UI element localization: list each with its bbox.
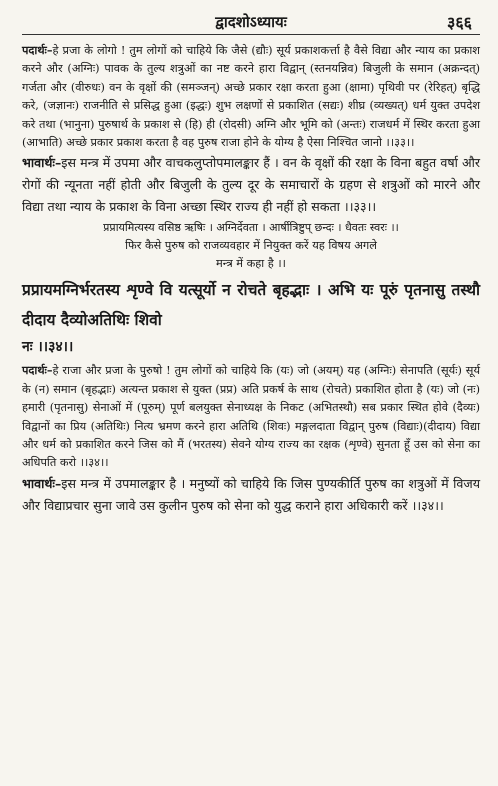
chapter-title: द्वादशोऽध्यायः <box>215 13 287 31</box>
bhavartha-text: इस मन्त्र में उपमा और वाचकलुप्तोपमालङ्कार हैं । वन के वृक्षों की रक्षा के विना बहुत वर्षा और रोगों की न्यूनता नहीं होती और बिजुली के तुल्य दूर के समाचारों के ग्रहण से शत्रुओं को मारने और विद्या तथा न्याय के प्रकाश के विना अच्छा स्थिर राज्य ही नहीं हो सकता ।।३३।। <box>22 155 480 215</box>
padartha-label: पदार्थः– <box>22 363 53 378</box>
mantra-intro-line-2: मन्त्र में कहा है ।। <box>216 257 286 271</box>
padartha-text: हे प्रजा के लोगो ! तुम लोगों को चाहिये कि जैसे (द्यौः) सूर्य प्रकाशकर्त्ता है वैसे विद्या और न्याय का प्रकाश करने और (अग्निः) पावक के तुल्य शत्रुओं का नष्ट करने हारा विद्वान् (स्तनयन्निव) बिजुली के समान (अक्रन्दत्) गर्जता और (वीरुधः) वन के वृक्षों की (समञ्जन्) अच्छे प्रकार रक्षा करता हुआ (क्षामा) पृथिवी पर (रेरिहत्) बृद्धि करे, (जज्ञानः) राजनीति से प्रसिद्ध हुआ (इद्धः) शुभ लक्षणों से प्रकाशित (सद्यः) शीघ्र (व्यख्यत्) धर्म युक्त उपदेश करे तथा (भानुना) पुरुषार्थ के प्रकाश से (हि) ही (रोदसी) अग्नि और भूमि को (अन्तः) राजधर्म में स्थिर करता हुआ (आभाति) अच्छे प्रकार प्रकाश करता है वह पुरुष राजा होने के योग्य है ऐसा निश्चित जानो ।।३३।। <box>22 44 480 150</box>
mantra-attribution: प्रप्रायमित्यस्य वसिष्ठ ऋषिः । अग्निर्देवता । आर्षीत्रिष्टुप् छन्दः । धैवतः स्वरः ।। <box>103 221 399 235</box>
mantra-intro-line-1: फिर कैसे पुरुष को राजव्यवहार में नियुक्त करें यह विषय अगले <box>125 239 377 253</box>
page-header <box>22 6 480 35</box>
padartha-paragraph-33 <box>22 41 480 152</box>
bhavartha-text: इस मन्त्र में उपमालङ्कार है । मनुष्यों को चाहिये कि जिस पुण्यकीर्ति पुरुष का शत्रुओं में विजय और विद्याप्रचार सुना जावे उस कुलीन पुरुष को सेना को युद्ध कराने हारा अधिकारी करें ।।३४।। <box>22 475 480 513</box>
bhavartha-label: भावार्थः– <box>22 155 62 171</box>
padartha-text: हे राजा और प्रजा के पुरुषो ! तुम लोगों को चाहिये कि (यः) जो (अयम्) यह (अग्निः) सेनापति (सूर्यः) सूर्य के (न) समान (बृहद्भाः) अत्यन्त प्रकाश से युक्त (प्रप्र) अति प्रकर्ष के साथ (रोचते) प्रकाशित होता है (यः) जो (नः) हमारी (पृतनासु) सेनाओं में (पूरुम्) पूर्ण बलयुक्त सेनाध्यक्ष के निकट (अभितस्थौ) सब प्रकार स्थित होवे (दैव्यः) विद्वानों का प्रिय (अतिथिः) नित्य भ्रमण करने हारा अतिथि (शिवः) मङ्गलदाता विद्वान् पुरुष (विद्याः)(दीदाय) विद्या और धर्म को प्रकाशित करने जिस को मैं (भरतस्य) सेवने योग्य राज्य का रक्षक (शृण्वे) सुनता हूँ उस को सेना का अधिपति करो ।।३४।। <box>22 364 480 470</box>
padartha-label: पदार्थः– <box>22 43 53 57</box>
bhavartha-label: भावार्थः– <box>22 475 62 491</box>
bhavartha-paragraph-33 <box>22 152 480 218</box>
padartha-paragraph-34 <box>22 361 480 472</box>
bhavartha-paragraph-34 <box>22 473 480 517</box>
page-number: ३६६ <box>447 13 472 32</box>
mantra-verse: प्रप्रायमग्निर्भरतस्य शृण्वे वि यत्सूर्यो न रोचते बृहद्भाः । अभि यः पूरुं पृतनासु तस्थौ दीदाय दैव्योअतिथिः शिवो <box>22 280 480 330</box>
mantra-verse-end: नः ।।३४।। <box>22 339 74 356</box>
